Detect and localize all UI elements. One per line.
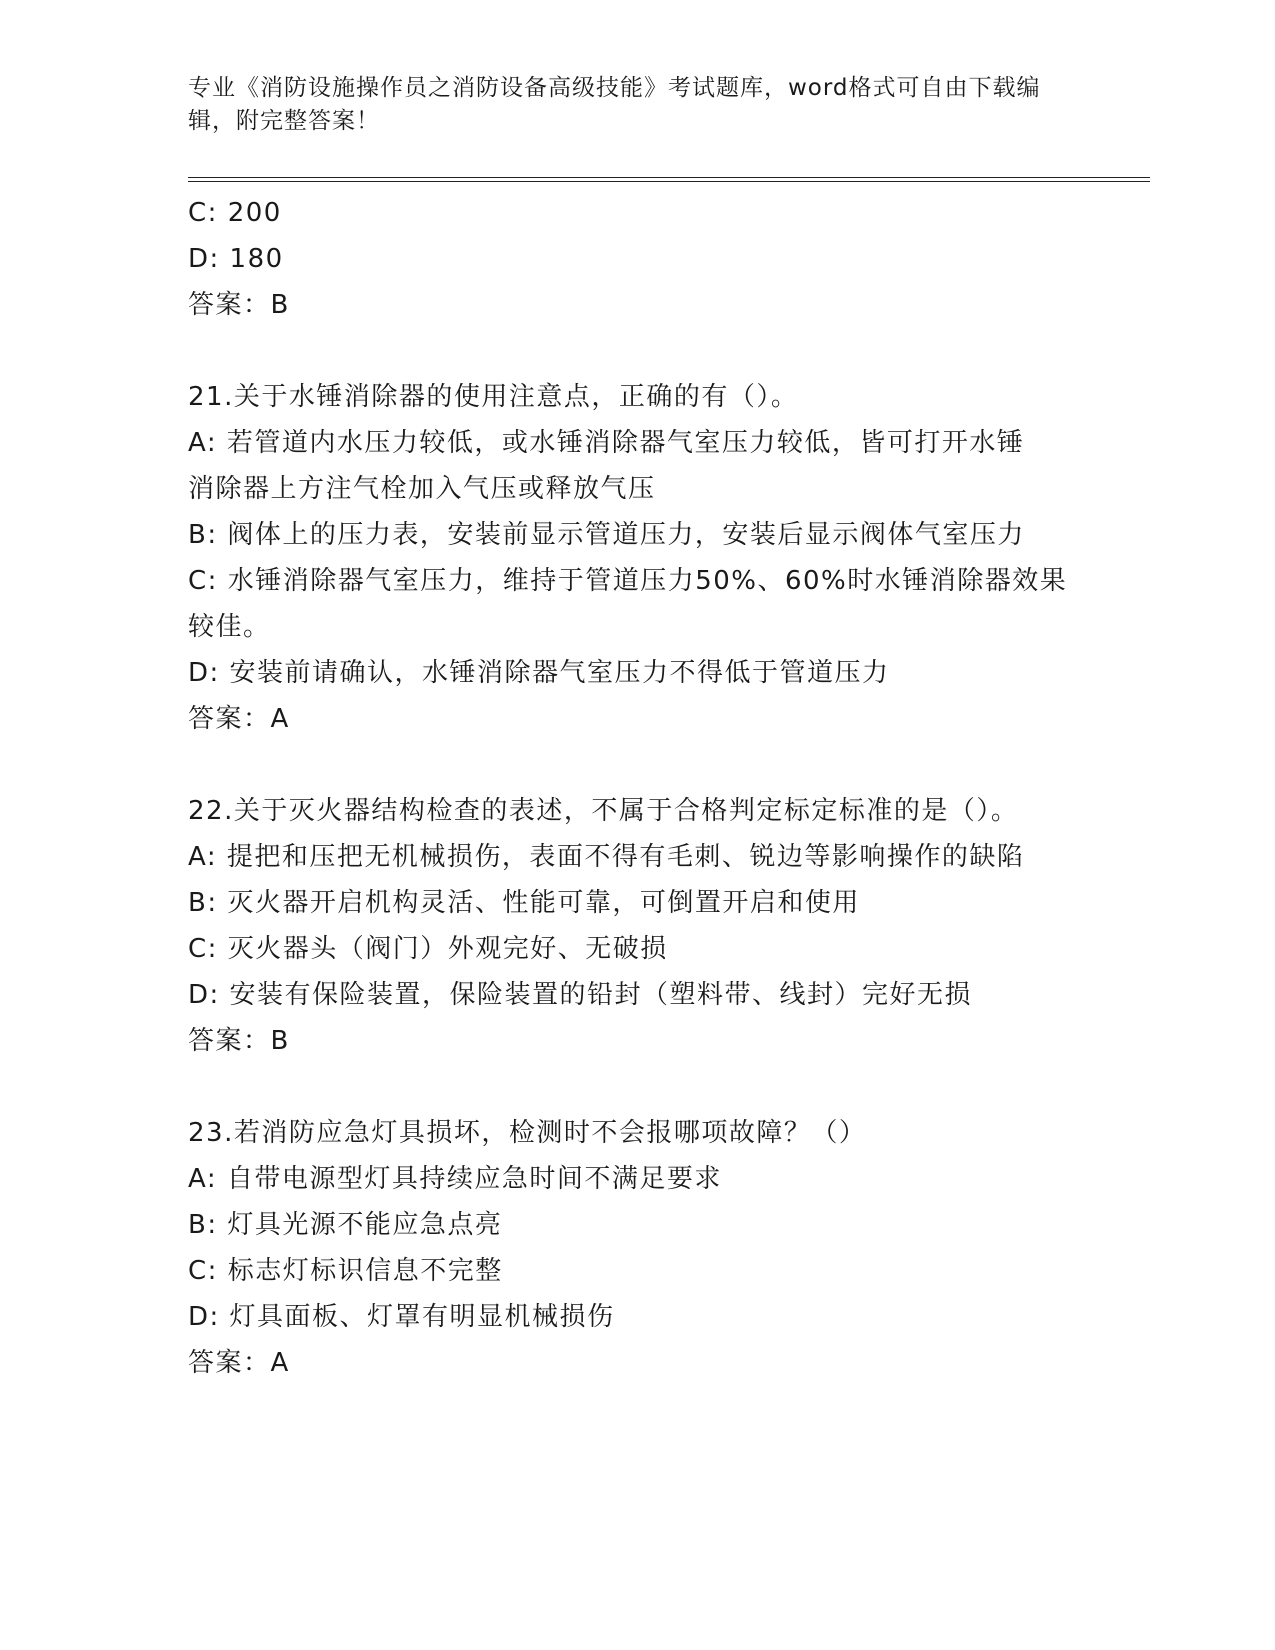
option-c: C: 标志灯标识信息不完整 [188, 1256, 503, 1286]
answer: 答案：A [188, 704, 290, 734]
question-stem: 21.关于水锤消除器的使用注意点，正确的有（）。 [188, 382, 799, 412]
option-b: B: 灯具光源不能应急点亮 [188, 1210, 503, 1240]
option-d: D: 安装前请确认，水锤消除器气室压力不得低于管道压力 [188, 658, 890, 688]
option-c: C: 200 [188, 198, 282, 228]
option-d: D: 安装有保险装置，保险装置的铅封（塑料带、线封）完好无损 [188, 980, 973, 1010]
option-a: A: 自带电源型灯具持续应急时间不满足要求 [188, 1164, 722, 1194]
spacer [188, 1064, 1088, 1110]
document-body [188, 190, 1088, 1386]
option-b: B: 灭火器开启机构灵活、性能可靠，可倒置开启和使用 [188, 888, 860, 918]
question-20-tail [188, 190, 1088, 328]
header-rule-bottom [188, 181, 1150, 182]
option-a: A: 若管道内水压力较低，或水锤消除器气室压力较低，皆可打开水锤 [188, 428, 1025, 458]
header-line-2: 辑，附完整答案！ [188, 108, 380, 134]
question-stem: 22.关于灭火器结构检查的表述，不属于合格判定标定标准的是（）。 [188, 796, 1019, 826]
option-a-continued: 消除器上方注气栓加入气压或释放气压 [188, 474, 656, 504]
answer: 答案：B [188, 290, 290, 320]
spacer [188, 742, 1088, 788]
page-header [188, 72, 1088, 138]
option-d: D: 180 [188, 244, 284, 274]
spacer [188, 328, 1088, 374]
question-22 [188, 788, 1088, 1064]
option-c: C: 水锤消除器气室压力，维持于管道压力50%、60%时水锤消除器效果 [188, 566, 1068, 596]
option-c: C: 灭火器头（阀门）外观完好、无破损 [188, 934, 668, 964]
answer: 答案：A [188, 1348, 290, 1378]
question-21 [188, 374, 1088, 742]
option-d: D: 灯具面板、灯罩有明显机械损伤 [188, 1302, 615, 1332]
question-23 [188, 1110, 1088, 1386]
header-line-1: 专业《消防设施操作员之消防设备高级技能》考试题库，word格式可自由下载编 [188, 75, 1041, 101]
header-rule-top [188, 177, 1150, 178]
question-stem: 23.若消防应急灯具损坏，检测时不会报哪项故障？（） [188, 1118, 867, 1148]
answer: 答案：B [188, 1026, 290, 1056]
option-c-continued: 较佳。 [188, 612, 271, 642]
option-b: B: 阀体上的压力表，安装前显示管道压力，安装后显示阀体气室压力 [188, 520, 1025, 550]
option-a: A: 提把和压把无机械损伤，表面不得有毛刺、锐边等影响操作的缺陷 [188, 842, 1025, 872]
